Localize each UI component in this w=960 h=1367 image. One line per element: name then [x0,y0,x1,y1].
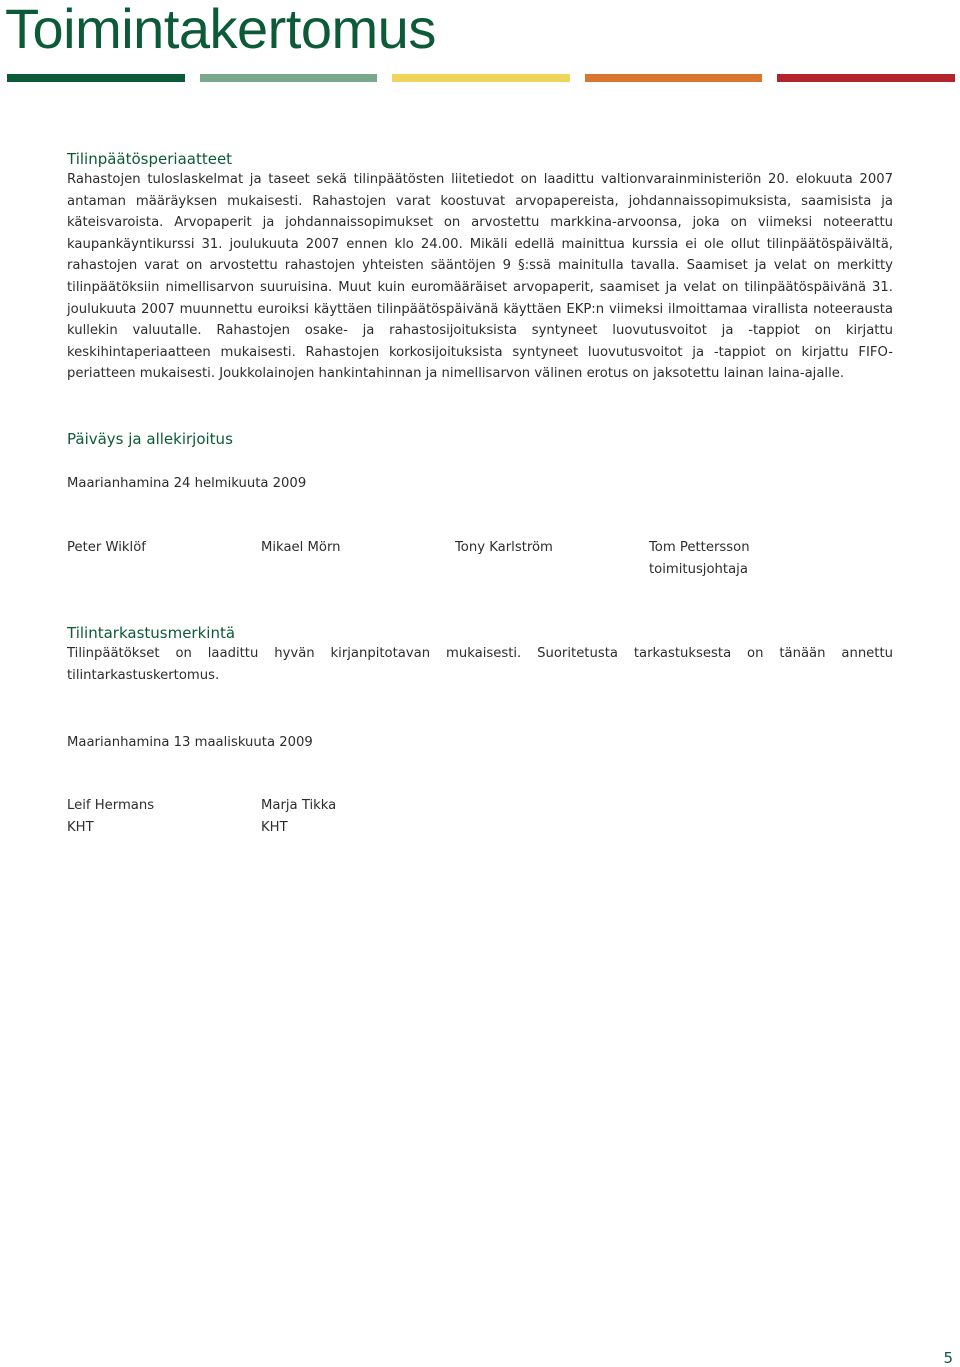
color-bar-segment-3 [392,74,570,82]
color-bar-segment-1 [7,74,185,82]
audit-place-date [67,731,893,754]
section-heading: Tilinpäätösperiaatteet [67,150,233,168]
color-bar-segment-5 [777,74,955,82]
place-date-text: Maarianhamina 24 helmikuuta 2009 [67,476,307,491]
color-bar-segment-4 [585,74,763,82]
signer-name: Peter Wiklöf [67,540,146,555]
place-date-text: Maarianhamina 13 maaliskuuta 2009 [67,735,313,750]
signer-name: Tony Karlström [455,540,553,555]
signer [455,537,649,580]
auditor-name: Marja Tikka [261,798,337,813]
signer [649,537,843,580]
color-bar [7,74,955,82]
signer-title: toimitusjohtaja [649,561,748,577]
auditor-title: KHT [67,819,94,835]
page-number: 5 [943,1349,953,1367]
signer [261,537,455,580]
auditor-name: Leif Hermans [67,798,155,813]
place-date [67,472,893,495]
auditor [261,795,455,838]
section-body: Tilinpäätökset on laadittu hyvän kirjanpitotavan mukaisesti. Suoritetusta tarkastuksesta on tänään annettu tilintarkastuskertomus. [67,646,893,683]
section-date-signature [67,429,893,449]
section-body: Rahastojen tuloslaskelmat ja taseet sekä tilinpäätösten liitetiedot on laadittu valtionvarainministeriön 20. elokuuta 2007 antaman määräyksen mukaisesti. Rahastojen varat koostuvat arvopapereista, johdannaissopimuksista, saamisista ja käteisvaroista. Arvopaperit ja johdannaissopimukset on arvostettu markkina-arvoonsa, joka on viimeksi noteerattu kaupankäyntikurssi 31. joulukuuta 2007 ennen klo 24.00. Mikäli edellä mainittua kurssia ei ole ollut tilinpäätöspäivältä, rahastojen varat on arvostettu rahastojen yhteisten sääntöjen 9 §:ssä mainitulla tavalla. Saamiset ja velat on merkitty tilinpäätöksiin nimellisarvon suuruisina. Muut kuin euromääräiset arvopaperit, saamiset ja velat on tilinpäätöspäivänä 31. joulukuuta 2007 muunnettu euroiksi käyttäen tilinpäätöspäivänä käyttäen EKP:n viimeksi ilmoittamaa virallista noteerausta kullekin valuutalle. Rahastojen osake- ja rahastosijoituksista syntyneet luovutusvoitot ja -tappiot on kirjattu keskihintaperiaatteen mukaisesti. Rahastojen korkosijoituksista syntyneet luovutusvoitot ja -tappiot on kirjattu FIFO-periatteen mukaisesti. Joukkolainojen hankintahinnan ja nimellisarvon välinen erotus on jaksotettu lainan laina-ajalle. [67,172,893,382]
board-signers [67,537,843,580]
auditor-signers [67,795,455,838]
section-audit-note [67,623,893,686]
auditor [67,795,261,838]
signer [67,537,261,580]
page-title: Toimintakertomus [5,0,436,60]
signer-name: Tom Pettersson [649,540,750,555]
section-accounting-principles [67,149,893,385]
auditor-title: KHT [261,819,288,835]
section-heading: Päiväys ja allekirjoitus [67,430,233,448]
signer-name: Mikael Mörn [261,540,341,555]
color-bar-segment-2 [200,74,378,82]
section-heading: Tilintarkastusmerkintä [67,624,236,642]
